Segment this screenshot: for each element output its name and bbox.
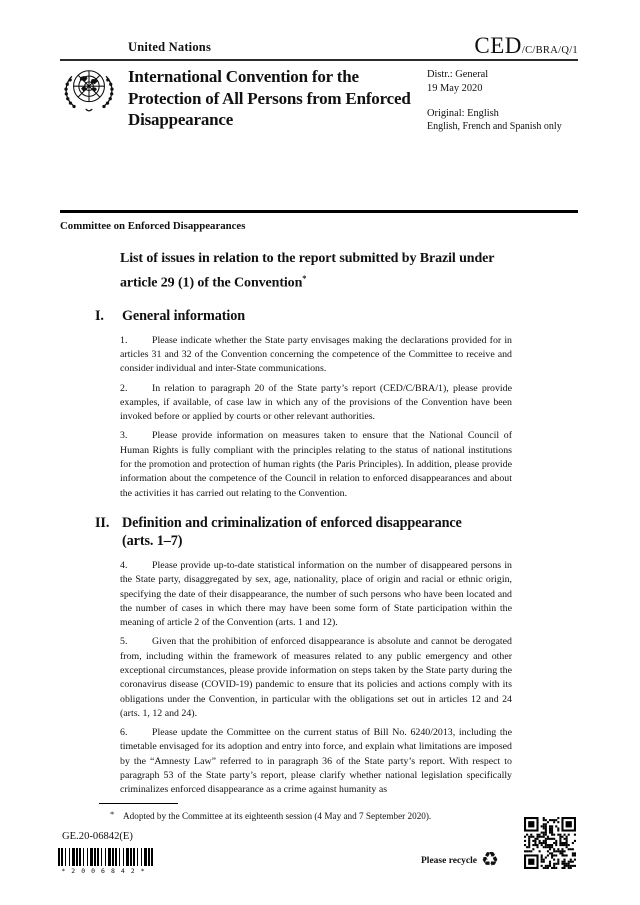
recycle-icon: ♻ (481, 847, 499, 871)
section-numeral: II. (95, 514, 110, 531)
document-symbol-suffix: /C/BRA/Q/1 (521, 45, 578, 56)
footnote-marker: * (110, 809, 115, 819)
date-line: 19 May 2020 (427, 82, 483, 94)
committee-name: Committee on Enforced Disappearances (60, 220, 246, 232)
barcode-text: *2006842* (61, 867, 151, 875)
title-footnote-marker: * (302, 272, 307, 283)
footnote-text: Adopted by the Committee at its eighteenth session (4 May and 7 September 2020). (123, 811, 432, 821)
paragraph-number: 5. (120, 636, 128, 648)
document-symbol (474, 33, 578, 59)
paragraph-2 (120, 382, 512, 425)
section-title-text: General information (122, 307, 246, 324)
paragraph-number: 4. (120, 559, 128, 571)
section-articles: (arts. 1–7) (122, 532, 183, 549)
paragraph-text: Please update the Committee on the current status of Bill No. 6240/2013, including the timetable envisaged for its adoption and entry into force, and explain what limitations are imposed by the “Amnesty Law” referred to in paragraph 36 of the State party’s report. With respect to paragraph 53 of the State party’s report, please clarify whether national legislation specifically criminalizes enforced disappearance as a crime against humanity as (120, 727, 512, 796)
paragraph-1 (120, 334, 512, 377)
un-name-label: United Nations (128, 40, 212, 54)
footnote-rule (99, 803, 178, 804)
un-emblem-icon (56, 64, 122, 120)
paragraph-number: 6. (120, 727, 128, 739)
paragraph-number: 1. (120, 334, 128, 346)
paragraph-text: Please provide up-to-date statistical information on the number of disappeared persons in the State party, disaggregated by sex, age, nationality, place of origin and racial or ethnic origin, specifying the date of their disappearance, the number of such persons who have been located and the number of cases in which there may have been some form of State participation within the meaning of article 2 of the Convention (arts. 1 and 12). (120, 559, 512, 629)
section-numeral: I. (95, 307, 104, 324)
please-recycle (421, 847, 499, 871)
distr-line: Distr.: General (427, 69, 489, 80)
paragraph-4 (120, 559, 512, 630)
ge-number: GE.20-06842(E) (62, 831, 133, 842)
section-heading-1 (95, 307, 512, 325)
convention-title: International Convention for the Protection of All Persons from Enforced Disappearance (128, 67, 411, 129)
paragraph-text: Please provide information on measures taken to ensure that the National Council of Human Rights is fully compliant with the principles relating to the status of national institutions for the promotion and protection of human rights (the Paris Principles). In addition, please provide information about the competence of the Council in relation to enforced disappearances and about the activities it has carried out relating to the Convention. (120, 430, 512, 499)
paragraph-6 (120, 726, 512, 797)
languages-line: English, French and Spanish only (427, 121, 562, 133)
paragraph-text: Please indicate whether the State party envisages making the declarations provided for in articles 31 and 32 of the Convention concerning the competence of the Committee to receive and consider individual and inter-State communications. (120, 334, 512, 375)
section-title-text: Definition and criminalization of enforced disappearance (122, 514, 462, 531)
qr-code-icon (522, 817, 578, 869)
section-heading-2 (95, 514, 512, 550)
please-recycle-label: Please recycle (421, 856, 477, 866)
paragraph-5 (120, 635, 512, 721)
original-language-line: Original: English (427, 107, 499, 119)
document-body (95, 250, 512, 803)
paragraph-text: In relation to paragraph 20 of the State party’s report (CED/C/BRA/1), please provide examples, if available, of case law in which any of the provisions of the Convention have been invoked before or applied by courts or other relevant authorities. (120, 382, 512, 423)
paragraph-text: Given that the prohibition of enforced disappearance is absolute and cannot be derogated from, including within the framework of measures related to any public emergency and other exceptional circumstances, please provide information on steps taken by the State party during the coronavirus disease (COVID-19) pandemic to ensure that its policies and actions comply with its obligations under the Convention, in particular with the obligations set out in articles 12 and 24 (arts. 1, 12 and 24). (120, 636, 512, 719)
paragraph-number: 3. (120, 430, 128, 442)
barcode (58, 848, 154, 875)
footnote (110, 809, 540, 821)
section-title (122, 307, 245, 325)
page-title-text: List of issues in relation to the report submitted by Brazil under article 29 (1) of the Convention (120, 251, 495, 291)
paragraph-number: 2. (120, 382, 128, 394)
masthead-rule (60, 210, 578, 213)
page-title (120, 250, 520, 293)
paragraph-3 (120, 429, 512, 500)
document-meta (427, 68, 562, 134)
header-rule (60, 59, 578, 61)
document-symbol-main: CED (474, 33, 522, 58)
section-title (122, 514, 462, 550)
barcode-bars (58, 848, 154, 866)
